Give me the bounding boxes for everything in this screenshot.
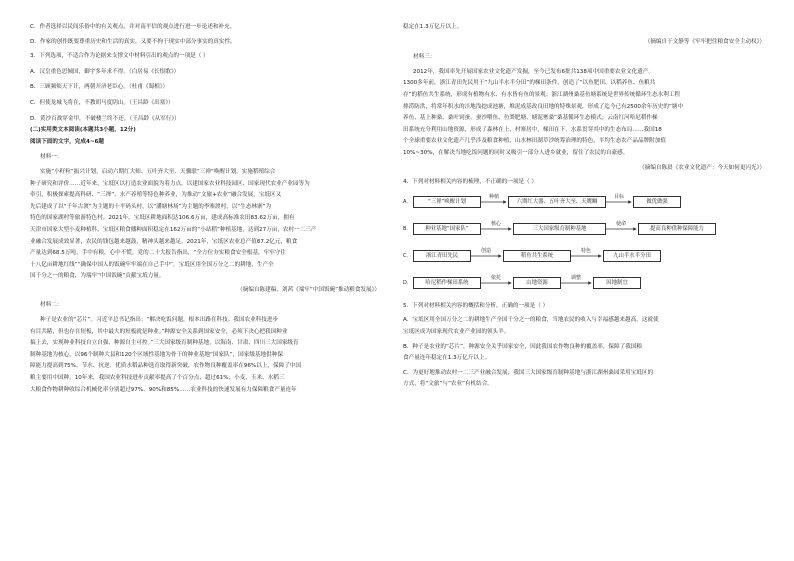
q5-options xyxy=(403,315,765,391)
flow-b-letter: B． xyxy=(403,225,412,232)
q3-option-b: B．三顾频烦天下计，两朝开济老臣心。（杜甫《蜀相》） xyxy=(30,84,169,91)
paragraph-line: 搞上去，实现种业科技自立自强、种源自主可控。”三大国家级育制种基地，以海南、甘肃、四川三大国家级育 xyxy=(30,340,299,347)
flow-b-box-1: 种业基地“国家队” xyxy=(413,223,481,235)
paragraph-line: 国千分之一的粮食，为端牢“中国饭碗”贡献宝坻力量。 xyxy=(30,273,165,280)
flow-c-label-1: 创造 xyxy=(480,247,491,254)
q3-option-c: C．但使龙城飞将在，不教胡马度阴山。（王昌龄《出塞》） xyxy=(30,99,174,106)
material-2-tail: 稳定在1.3万亿斤以上。 xyxy=(403,24,463,30)
paragraph-line: 种子研究和评价……近年来，宝坻区以打造农业面貌为着力点，以建国家农业科技园区、国家现代农业产业园等为 xyxy=(30,180,310,187)
flow-c-box-3: 九山半水半分田 xyxy=(603,250,661,262)
flow-a-label-1: 种植 xyxy=(488,193,499,200)
paragraph-line: 2012年，我国率先开展国家农业文化遗产发掘，至今已发布6批共138项中国重要农业文化遗产。 xyxy=(413,68,655,75)
flow-b-box-2: 三大国家级育制种基地 xyxy=(513,223,606,235)
q5-option-a-cont: 宝坻区成为国家现代农业产业园的领头羊。 xyxy=(403,328,510,335)
material-2-source: （摘编自于文静等《牢牢把住粮食安全主动权》） xyxy=(644,38,765,45)
q5-option-b-cont: 食产量连年稳定在1.3万亿斤以上。 xyxy=(403,355,491,362)
question-3-stem: 3．下列选项，不适合作为论据来支撑文中材料引出的观点的一项是（ ） xyxy=(30,53,209,60)
option-d-prev: D．作家的创作既要尊重历史和生活的真实，又要不拘于现实中部分事实的真实性。 xyxy=(30,38,236,45)
paragraph-line: 实施“小籽粒”振兴计划，启动六期红大师、五叶齐大至、天骥联“三禅”唤醒计划，实施稻殖综合 xyxy=(40,168,276,175)
paragraph-line: 养鱼、基上种桑、桑叶饲蚕、蚕沙喂鱼、鱼粪肥塘、塘泥壅桑”桑基循环生态模式；云南红河哈尼稻作梯 xyxy=(403,115,658,122)
flow-a-box-2: 六期红大器、五叶齐大至、天鹰鲷 xyxy=(508,196,606,208)
paragraph-line: 存”的稻鱼共生系统，形成有植物有水、有水皆有鱼的景观；浙江湖州桑基鱼塘系统是世界传统循环生态水利工程 xyxy=(403,91,680,98)
section-heading: (二)实用类文本阅读(本题共3小题，12分) xyxy=(30,127,136,134)
paragraph-line: 特色的国家湖村等旅游特色村。2021年，宝坻区耕地面积达106.6万亩，建成高标准农田83.62万亩，拥有 xyxy=(30,215,295,222)
paragraph-line: 田系统充分利用山地资源，形成了森林在上，村寨居中，梯田在下，水系贯穿其中的生态布局……我国18 xyxy=(403,126,662,133)
material-3-body xyxy=(403,67,765,160)
q3-option-d: D．黄沙百战穿金甲，不破楼兰终不还。（王昌龄《从军行》） xyxy=(30,115,180,122)
material-2-body xyxy=(30,315,380,396)
flow-d-box-2: 山地资源 xyxy=(513,277,561,289)
option-c-prev: C．作者选择以民间乐俗中的有关观点，并对南平信的观点进行进一步论述和补充。 xyxy=(30,24,236,30)
flow-options xyxy=(403,191,765,297)
paragraph-line: 大粮食作物耕种收综合机械化率分别超过97%、90%和85%……农业科技的快速发展有力保障粮食产量连年 xyxy=(30,386,297,393)
paragraph-line: 天津市国家大型小麦种植科，宝坻区粮食播种面积稳定在162万亩的“小站稻”种植基地，达到27万亩，农村一二三产 xyxy=(30,226,317,233)
q5-option-b: B．种子是农业的“芯片”，种源安全关乎国家安全，因此我国农作物良种的覆盖率，保障了我国粮 xyxy=(403,343,642,350)
paragraph-line: 先后建成了以“千年古渡”为主题的十平码头村，以“潘塘林场”为主题的李寨渡村，以“生态林寨”为 xyxy=(30,203,272,210)
paragraph-line: 障能力提高到75%。节水、抗逆、优质水稻品种选育取得新突破，农作物良种覆盖率在96%以上，保障了中国 xyxy=(30,363,301,370)
material-1-body xyxy=(30,167,380,283)
paragraph-line: 十八亿亩耕地红线”“确保中国人的饭碗牢牢端在自己手中”。宝坻区用全国万分之二的耕地，生产全 xyxy=(30,261,274,268)
q5-option-c-cont: 方式，将“文旅”与“农业”有机结合。 xyxy=(403,381,493,388)
material-3-source: （摘编自陈晨《农业文化遗产：今天如何更闪光》） xyxy=(639,164,765,171)
material-3-title: 材料三： xyxy=(413,54,436,61)
left-column xyxy=(30,0,380,396)
flow-d-label-1: 依托 xyxy=(490,274,501,281)
material-2-title: 材料二： xyxy=(40,302,63,309)
flow-d-letter: D． xyxy=(403,279,412,286)
paragraph-line: 种子是农业的“芯片”。习近平总书记指出：“解决吃饭问题，根本出路在科技。我国农业科技进步 xyxy=(40,317,279,324)
flow-b-box-3: 提高良种供种保障能力 xyxy=(638,223,716,235)
question-5-stem: 5．下列对材料相关内容的概括和分析，正确的一项是（ ） xyxy=(403,302,549,309)
paragraph-line: 业融合发展成效显著，农民的钱包越来越鼓，精神头越来越足。2021年，宝坻区农业总产值87.2亿元，粮食 xyxy=(30,238,298,245)
flow-c-letter: C． xyxy=(403,252,412,259)
paragraph-line: 10%~30%，在解决当地吃饭问题的同时又吸引一部分人进乡就业，留住了农民的自豪感。 xyxy=(403,149,629,156)
paragraph-line: 个全球重要农业文化遗产几乎涉及粮食种植，山水林田湖草沙统筹治理的特色，平均生态农产品品牌附加值 xyxy=(403,138,666,145)
question-4-stem: 4．下列对材料相关内容的梳理，不正确的一项是（ ） xyxy=(403,179,537,186)
flow-d-label-2: 调整 xyxy=(570,274,581,281)
paragraph-line: 排涝防洪，将常年积水的洼地浅挖成池塘，堆泥成基改良田地的特殊景观，形成了迄今已有2500余年历史的“塘中 xyxy=(403,103,684,110)
flow-b-label-2: 使命 xyxy=(615,220,626,227)
paragraph-line: 粮主要用中国种。10年来，我国农业科技进步贡献率提高了个百分点，超过61%；小麦、玉米、水稻三 xyxy=(30,375,285,382)
section-instruction: 阅读下面的文字，完成4~6题 xyxy=(30,138,105,145)
paragraph-line: 制种基地为核心，以96个制种大县和120个区域性基地为骨干的种业基地“国家队”，国家级基地供种保 xyxy=(30,351,283,358)
flow-a-letter: A． xyxy=(403,198,412,205)
flow-c-box-1: 浙江青田先民 xyxy=(413,250,471,262)
q3-option-a: A．汉皇重色思倾国，御宇多年求不得。（白居易《长恨歌》） xyxy=(30,68,180,75)
material-1-source: （摘编自陈建稿、刘茜《端牢“中国饭碗”推动粮食发展》） xyxy=(237,286,380,293)
flow-a-box-1: “三禅”唤醒计划 xyxy=(413,196,481,208)
material-1-title: 材料一： xyxy=(40,154,63,161)
flow-b-label-1: 核心 xyxy=(490,220,501,227)
flow-d-box-3: 因地制宜 xyxy=(593,277,641,289)
paragraph-line: 产量达到68.5万吨。手中有粮，心中不慌。党的二十大报告指出，“全方位夯实粮食安全根基，牢牢守住 xyxy=(30,250,286,257)
flow-c-label-2: 特色 xyxy=(580,247,591,254)
flow-a-box-3: 做优做强 xyxy=(633,196,681,208)
q5-option-a: A．宝坻区用全国万分之二的耕地生产全国千分之一的粮食，当地农民的收入与幸福感越来越高，这就使 xyxy=(403,317,659,324)
q5-option-c: C．为更好地推动农村一二三产业融合发展，我国三大国家级育制种基地与浙江湖州桑园采用宝坻区的 xyxy=(403,369,654,376)
right-column xyxy=(403,0,765,391)
flow-a-label-2: 目标 xyxy=(613,193,624,200)
paragraph-line: 牵引，积极探索提高科研、“三禅”、水产养殖等特色种养业，为推动“文旅+农业”融合发展，宝坻区又 xyxy=(30,192,282,199)
flow-d-box-1: 哈尼稻作梯田系统 xyxy=(413,277,481,289)
paragraph-line: 有目共睹，但也存在短板，其中最大的短板就是种业。”种源安全关系到国家安全，必须下决心把我国种业 xyxy=(30,328,288,335)
flow-c-box-2: 稻鱼共生系统 xyxy=(503,250,571,262)
paragraph-line: 1300多年前，浙江青田先民用于“九山半水半分田”的梯田条件，创造了“以鱼肥田、以稻养鱼、鱼粮共 xyxy=(403,80,656,87)
